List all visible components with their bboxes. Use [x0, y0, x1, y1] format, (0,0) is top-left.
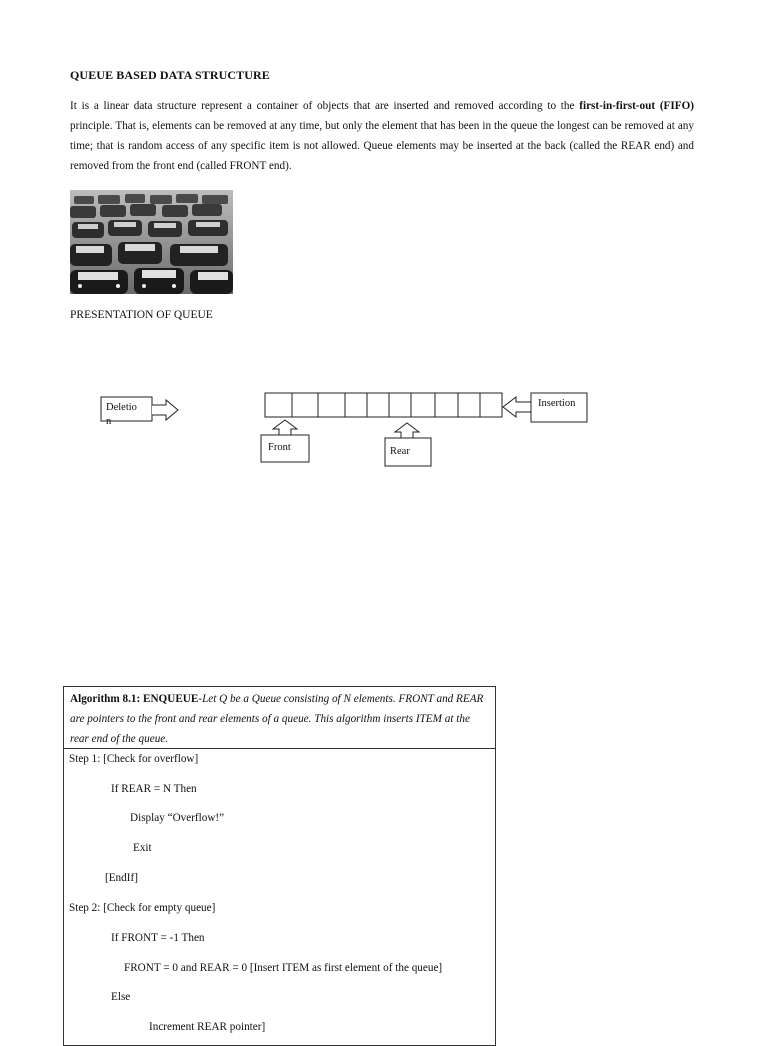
algorithm-table: [63, 686, 496, 1046]
step-line: FRONT = 0 and REAR = 0 [Insert ITEM as first element of the queue]: [124, 962, 443, 974]
rear-label: Rear: [390, 446, 410, 457]
queue-diagram: [0, 380, 768, 480]
step-line: Display “Overflow!”: [130, 812, 225, 824]
intro-text-2: principle. That is, elements can be removed at any time, but only the element that has been in the queue the longest can be removed at any time; that is random access of any specific item is not allowed. Queue elements may be inserted at the back (called the REAR end) and removed from the front end (called FRONT end).: [70, 120, 694, 172]
algorithm-title: Algorithm 8.1: ENQUEUE: [70, 693, 199, 705]
front-arrow-icon: [273, 420, 297, 435]
queue-cells: [265, 393, 502, 417]
intro-paragraph: [70, 96, 694, 176]
step-line: [EndIf]: [105, 872, 138, 884]
step-line: If REAR = N Then: [111, 783, 197, 795]
step-line: If FRONT = -1 Then: [111, 932, 205, 944]
front-label: Front: [268, 442, 291, 453]
page-title: QUEUE BASED DATA STRUCTURE: [70, 68, 270, 82]
rear-arrow-icon: [395, 423, 419, 438]
traffic-photo-graphic: [70, 190, 233, 294]
insertion-arrow-icon: [503, 397, 531, 417]
step-line: Step 1: [Check for overflow]: [69, 753, 199, 765]
deletion-label-line2: n: [106, 416, 112, 427]
step-line: Increment REAR pointer]: [149, 1021, 266, 1033]
deletion-arrow-icon: [152, 400, 178, 420]
step-line: Exit: [133, 842, 152, 854]
intro-text-1: It is a linear data structure represent a container of objects that are inserted and removed according to the: [70, 100, 580, 112]
insertion-label: Insertion: [538, 398, 576, 409]
intro-bold-term: first-in-first-out (FIFO): [579, 100, 694, 112]
algorithm-header: [64, 687, 495, 749]
traffic-queue-photo: [70, 190, 233, 294]
presentation-heading: PRESENTATION OF QUEUE: [70, 309, 213, 321]
deletion-label-line1: Deletio: [106, 402, 137, 413]
step-line: Step 2: [Check for empty queue]: [69, 902, 216, 914]
step-line: Else: [111, 991, 131, 1003]
algorithm-description: -Let Q be a Queue consisting of N elements. FRONT and REAR are pointers to the front and rear elements of a queue. This algorithm inserts ITEM at the rear end of the queue.: [70, 693, 484, 745]
